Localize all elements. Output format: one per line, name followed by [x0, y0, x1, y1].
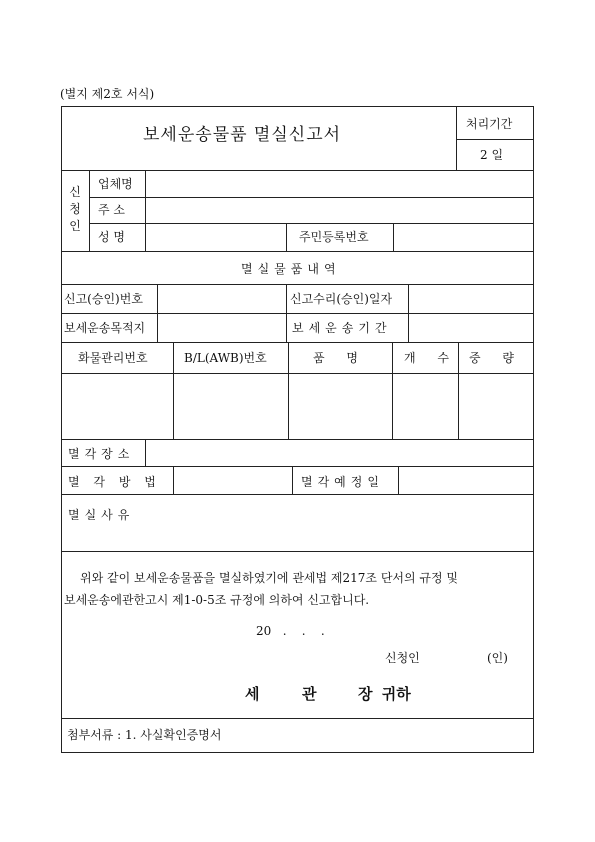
border-bottom [61, 752, 534, 753]
declaration-line-2: 보세운송에관한고시 제1-0-5조 규정에 의하여 신고합니다. [64, 593, 370, 607]
grid-line [61, 373, 534, 374]
processing-period-value: 2 일 [480, 148, 504, 162]
applicant-label-char: 신 [69, 185, 81, 199]
grid-line [89, 170, 90, 251]
addressee-char-1: 세 [245, 685, 260, 703]
grid-line [61, 466, 534, 467]
section-title-lost-goods: 멸실물품내역 [241, 262, 341, 276]
grid-line [288, 342, 289, 439]
grid-line [173, 342, 174, 439]
grid-line [173, 466, 174, 494]
address-label: 주 소 [98, 203, 125, 217]
addressee-char-3: 장 귀하 [358, 685, 411, 703]
grid-line [61, 251, 534, 252]
grid-line [89, 197, 534, 198]
goods-header-weight: 중 량 [469, 351, 523, 365]
grid-line [456, 106, 457, 170]
border-top [61, 106, 534, 107]
grid-line [89, 223, 534, 224]
grid-line [61, 284, 534, 285]
grid-line [61, 342, 534, 343]
grid-line [286, 223, 287, 251]
form-number: (별지 제2호 서식) [60, 87, 155, 101]
disposal-place-label: 멸각장소 [68, 447, 135, 461]
disposal-method-label: 멸 각 방 법 [68, 475, 161, 489]
grid-line [458, 342, 459, 439]
grid-line [61, 551, 534, 552]
destination-label: 보세운송목적지 [64, 321, 146, 335]
signer-label: 신청인 [385, 651, 420, 665]
goods-header-bl-number: B/L(AWB)번호 [184, 351, 267, 365]
goods-header-cargo-number: 화물관리번호 [78, 351, 148, 365]
disposal-date-label: 멸각예정일 [301, 475, 384, 489]
grid-line [145, 439, 146, 466]
seal-mark: (인) [487, 651, 508, 665]
grid-line [61, 313, 534, 314]
resident-number-label: 주민등록번호 [299, 230, 369, 244]
report-number-label: 신고(승인)번호 [64, 292, 143, 306]
grid-line [61, 718, 534, 719]
applicant-label-char: 인 [69, 219, 81, 233]
declaration-line-1: 위와 같이 보세운송물품을 멸실하였기에 관세법 제217조 단서의 규정 및 [80, 571, 458, 585]
grid-line [393, 223, 394, 251]
applicant-label-char: 청 [69, 202, 81, 216]
goods-header-item-name: 품 명 [313, 351, 367, 365]
grid-line [61, 170, 534, 171]
applicant-label [68, 184, 82, 235]
loss-reason-label: 멸실사유 [68, 508, 135, 522]
grid-line [61, 439, 534, 440]
addressee-char-2: 관 [302, 685, 317, 703]
transport-period-label: 보세운송기간 [292, 321, 392, 335]
grid-line [398, 466, 399, 494]
form-title: 보세운송물품 멸실신고서 [143, 125, 342, 145]
border-left [61, 106, 62, 753]
grid-line [392, 342, 393, 439]
grid-line [61, 494, 534, 495]
goods-header-quantity: 개 수 [404, 351, 458, 365]
attachments: 첨부서류 : 1. 사실확인증명서 [67, 728, 222, 742]
border-right [533, 106, 534, 753]
processing-period-label: 처리기간 [466, 117, 513, 131]
report-date-label: 신고수리(승인)일자 [290, 292, 393, 306]
grid-line [456, 139, 534, 140]
grid-line [292, 466, 293, 494]
declaration-date: 20 . . . [256, 624, 325, 638]
grid-line [145, 170, 146, 251]
name-label: 성 명 [98, 230, 125, 244]
company-name-label: 업체명 [98, 177, 133, 191]
